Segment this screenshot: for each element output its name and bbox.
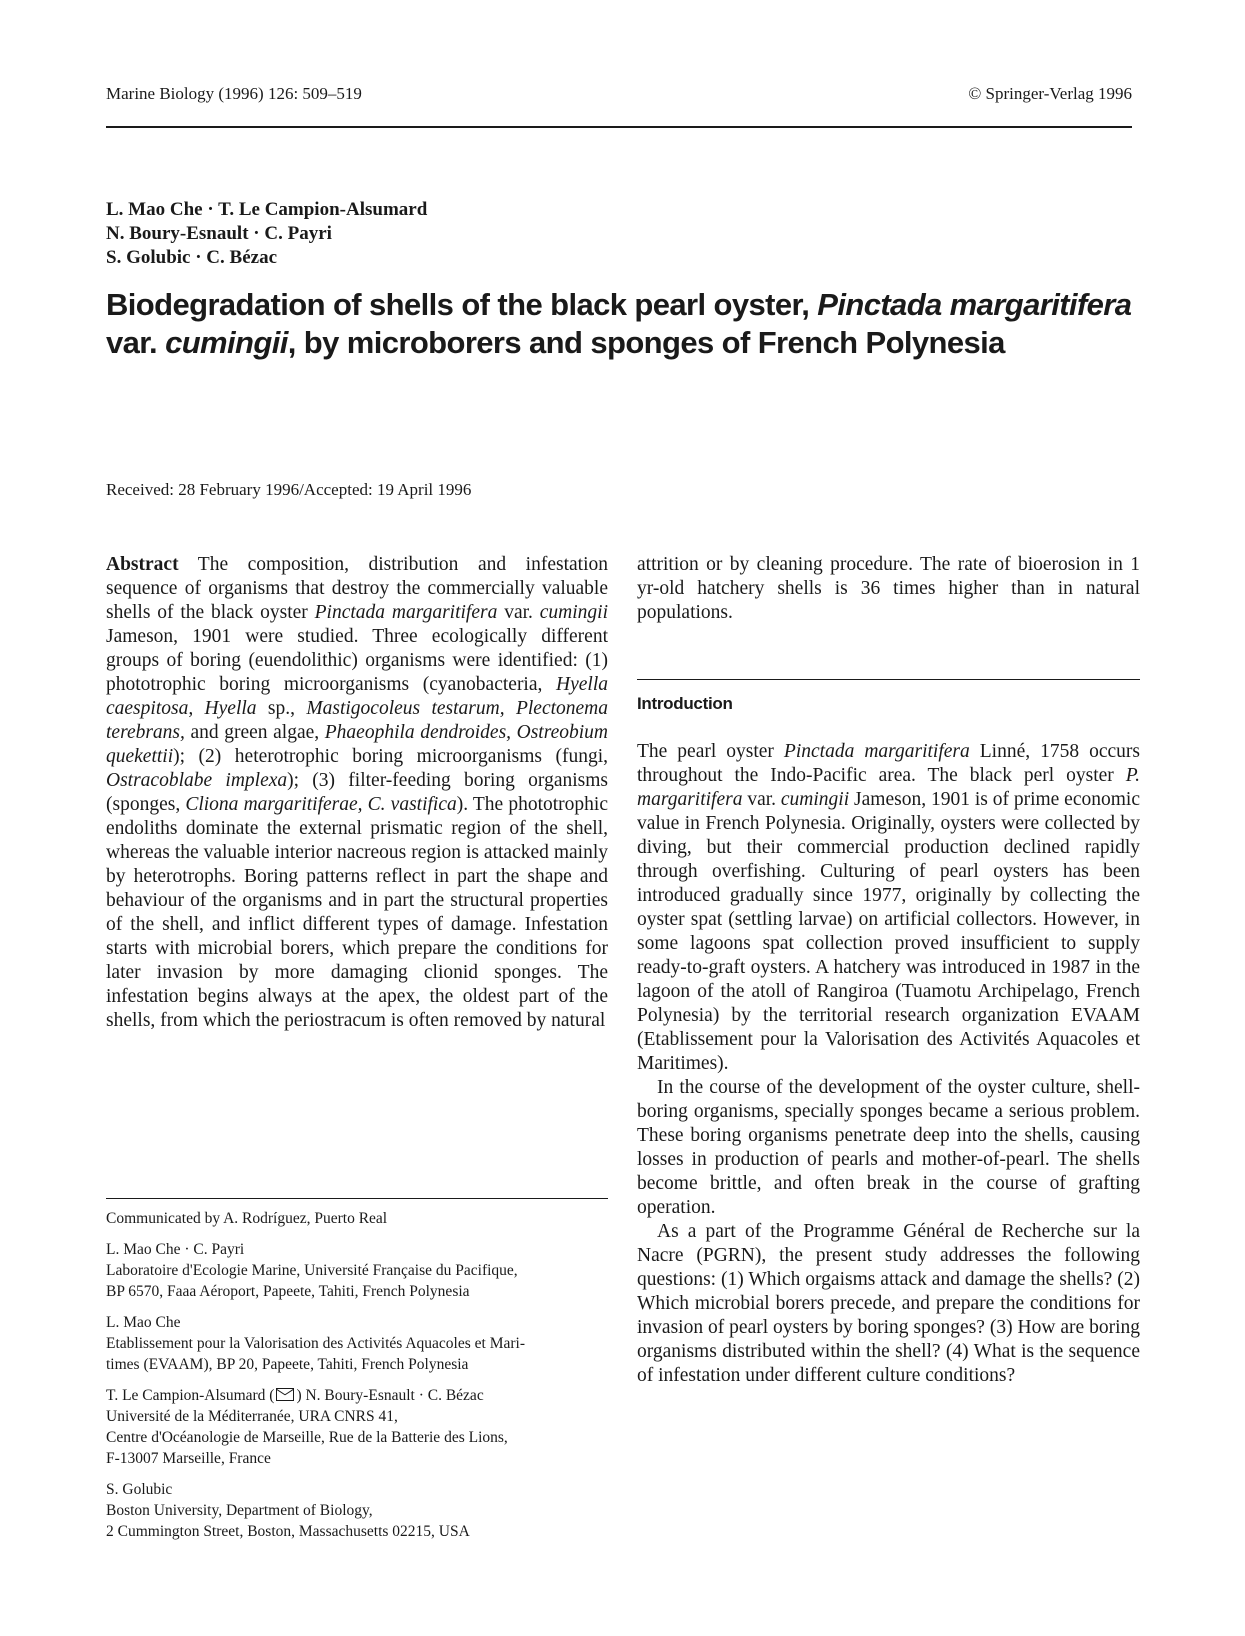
abstract-italic: Hyella caespitosa, Hyella <box>106 674 608 719</box>
abstract <box>106 553 608 1033</box>
intro-italic: P. margaritifera <box>637 765 1140 810</box>
intro-text: Jameson, 1901 is of prime economic value in French Polynesia. Originally, oysters were collected by diving, but their commercial production declined rapidly through overfishing. Culturing of pearl oysters has been introduced gradually since 1977, originally by collecting the oyster spat (settling larvae) on artificial collectors. However, in some lagoons spat collection proved insufficient to supply ready-to-graft oysters. A hatchery was introduced in 1987 in the lagoon of the atoll of Rangiroa (Tuamotu Archipelago, French Polynesia) by the territorial research organization EVAAM (Etablissement pour la Valorisation des Activités Aquacoles et Maritimes). <box>637 789 1140 1074</box>
right-column <box>637 553 1140 1388</box>
intro-italic: cumingii <box>780 789 850 810</box>
affiliation-line: BP 6570, Faaa Aéroport, Papeete, Tahiti, French Polynesia <box>106 1283 470 1300</box>
affiliation-line: 2 Cummington Street, Boston, Massachusetts 02215, USA <box>106 1523 470 1540</box>
abstract-italic: Cliona margaritiferae, C. vastifica <box>185 794 457 815</box>
paper-title <box>106 286 1141 362</box>
intro-paragraph: In the course of the development of the oyster culture, shell-boring organisms, specially sponges became a serious problem. These boring organisms penetrate deep into the shells, causing losses in production of pearls and mother-of-pearl. The shells become brittle, and often break in the course of grafting operation. <box>637 1077 1140 1218</box>
abstract-text: and green algae, <box>184 722 325 743</box>
intro-paragraph: As a part of the Programme Général de Recherche sur la Nacre (PGRN), the present study addresses the following questions: (1) Which orgaisms attack and damage the shells? (2) Which microbial borers precede, and prepare the conditions for invasion of pearl oysters by boring sponges? (3) How are boring organisms distributed within the shell? (4) What is the sequence of infestation under different culture conditions? <box>637 1221 1140 1386</box>
author-line: L. Mao Che · T. Le Campion-Alsumard <box>106 199 428 220</box>
author-line: N. Boury-Esnault · C. Payri <box>106 223 332 244</box>
title-text: Biodegradation of shells of the black pearl oyster, <box>106 287 818 322</box>
intro-text: Linné, 1758 occurs throughout the Indo-Pacific area. The black perl oyster <box>637 741 1140 786</box>
affiliation-line: Centre d'Océanologie de Marseille, Rue de la Batterie des Lions, <box>106 1429 508 1446</box>
abstract-italic: Ostracoblabe implexa <box>106 770 288 791</box>
footnotes <box>106 1208 608 1552</box>
section-heading-introduction: Introduction <box>637 694 733 713</box>
running-header-journal: Marine Biology (1996) 126: 509–519 <box>106 84 362 103</box>
title-text: var. <box>106 325 166 360</box>
affiliation-line: F-13007 Marseille, France <box>106 1450 271 1467</box>
affiliation-author-text: T. Le Campion-Alsumard ( <box>106 1387 275 1404</box>
affiliation-block <box>106 1239 608 1302</box>
abstract-text: The composition, distribution and infestation sequence of organisms that destroy the commercially valuable shells of the black oyster <box>106 554 608 623</box>
author-line: S. Golubic · C. Bézac <box>106 247 277 268</box>
abstract-text: sp., <box>256 698 307 719</box>
abstract-text: ). The phototrophic endoliths dominate the external prismatic region of the shell, whereas the valuable interior nacreous region is attacked mainly by heterotrophs. Boring patterns reflect in part the shape and behaviour of the organisms and in part the structural properties of the shell, and inflict different types of damage. Infestation starts with microbial borers, which prepare the conditions for later invasion by more damaging clionid sponges. The infestation begins always at the apex, the oldest part of the shells, from which the periostracum is often removed by natural <box>106 794 608 1031</box>
abstract-text: ); (2) heterotrophic boring microorganisms (fungi, <box>173 746 608 767</box>
header-rule <box>106 126 1132 128</box>
footnote-communicated: Communicated by A. Rodríguez, Puerto Real <box>106 1210 388 1227</box>
affiliation-authors: S. Golubic <box>106 1481 173 1498</box>
affiliation-line: times (EVAAM), BP 20, Papeete, Tahiti, French Polynesia <box>106 1356 469 1373</box>
affiliation-line: Etablissement pour la Valorisation des Activités Aquacoles et Mari- <box>106 1335 525 1352</box>
abstract-text: ); (3) filter-feeding boring organisms (sponges, <box>106 770 608 815</box>
received-dates: Received: 28 February 1996/Accepted: 19 April 1996 <box>106 480 472 499</box>
abstract-italic: cumingii <box>539 602 608 623</box>
affiliation-line: Laboratoire d'Ecologie Marine, Université Française du Pacifique, <box>106 1262 518 1279</box>
section-rule <box>637 679 1140 680</box>
intro-italic: Pinctada margaritifera <box>783 741 970 762</box>
title-text: , by microborers and sponges of French Polynesia <box>287 325 1005 360</box>
affiliation-authors: L. Mao Che · C. Payri <box>106 1241 245 1258</box>
intro-text: The pearl oyster <box>637 741 784 762</box>
abstract-text: Jameson, 1901 were studied. Three ecologically different groups of boring (euendolithic) organisms were identified: (1) phototrophic boring microorganisms (cyanobacteria, <box>106 626 608 695</box>
affiliation-authors <box>106 1385 608 1406</box>
affiliation-block <box>106 1312 608 1375</box>
abstract-text: var. <box>497 602 540 623</box>
abstract-label: Abstract <box>106 554 179 575</box>
affiliation-authors: L. Mao Che <box>106 1314 181 1331</box>
intro-text: var. <box>742 789 781 810</box>
abstract-continued: attrition or by cleaning procedure. The rate of bioerosion in 1 yr-old hatchery shells is 36 times higher than in natural populations. <box>637 554 1140 623</box>
affiliation-block <box>106 1479 608 1542</box>
affiliation-author-text: ) N. Boury-Esnault · C. Bézac <box>296 1387 484 1404</box>
title-variety: cumingii <box>165 325 288 360</box>
affiliation-line: Boston University, Department of Biology, <box>106 1502 373 1519</box>
title-species: Pinctada margaritifera <box>817 287 1132 322</box>
author-list <box>106 198 427 270</box>
footnote-rule <box>106 1198 608 1199</box>
affiliation-block <box>106 1385 608 1469</box>
abstract-italic: Pinctada margaritifera <box>314 602 498 623</box>
envelope-icon <box>276 1388 294 1401</box>
affiliation-line: Université de la Méditerranée, URA CNRS 41, <box>106 1408 398 1425</box>
left-column <box>106 553 608 1033</box>
running-header-copyright: © Springer-Verlag 1996 <box>968 84 1132 103</box>
abstract-italic: Phaeophila dendroides, Ostreobium quekettii <box>106 722 608 767</box>
abstract-italic: Mastigocoleus testarum, Plectonema terebrans, <box>106 698 609 743</box>
intro-paragraph <box>637 740 1140 1076</box>
